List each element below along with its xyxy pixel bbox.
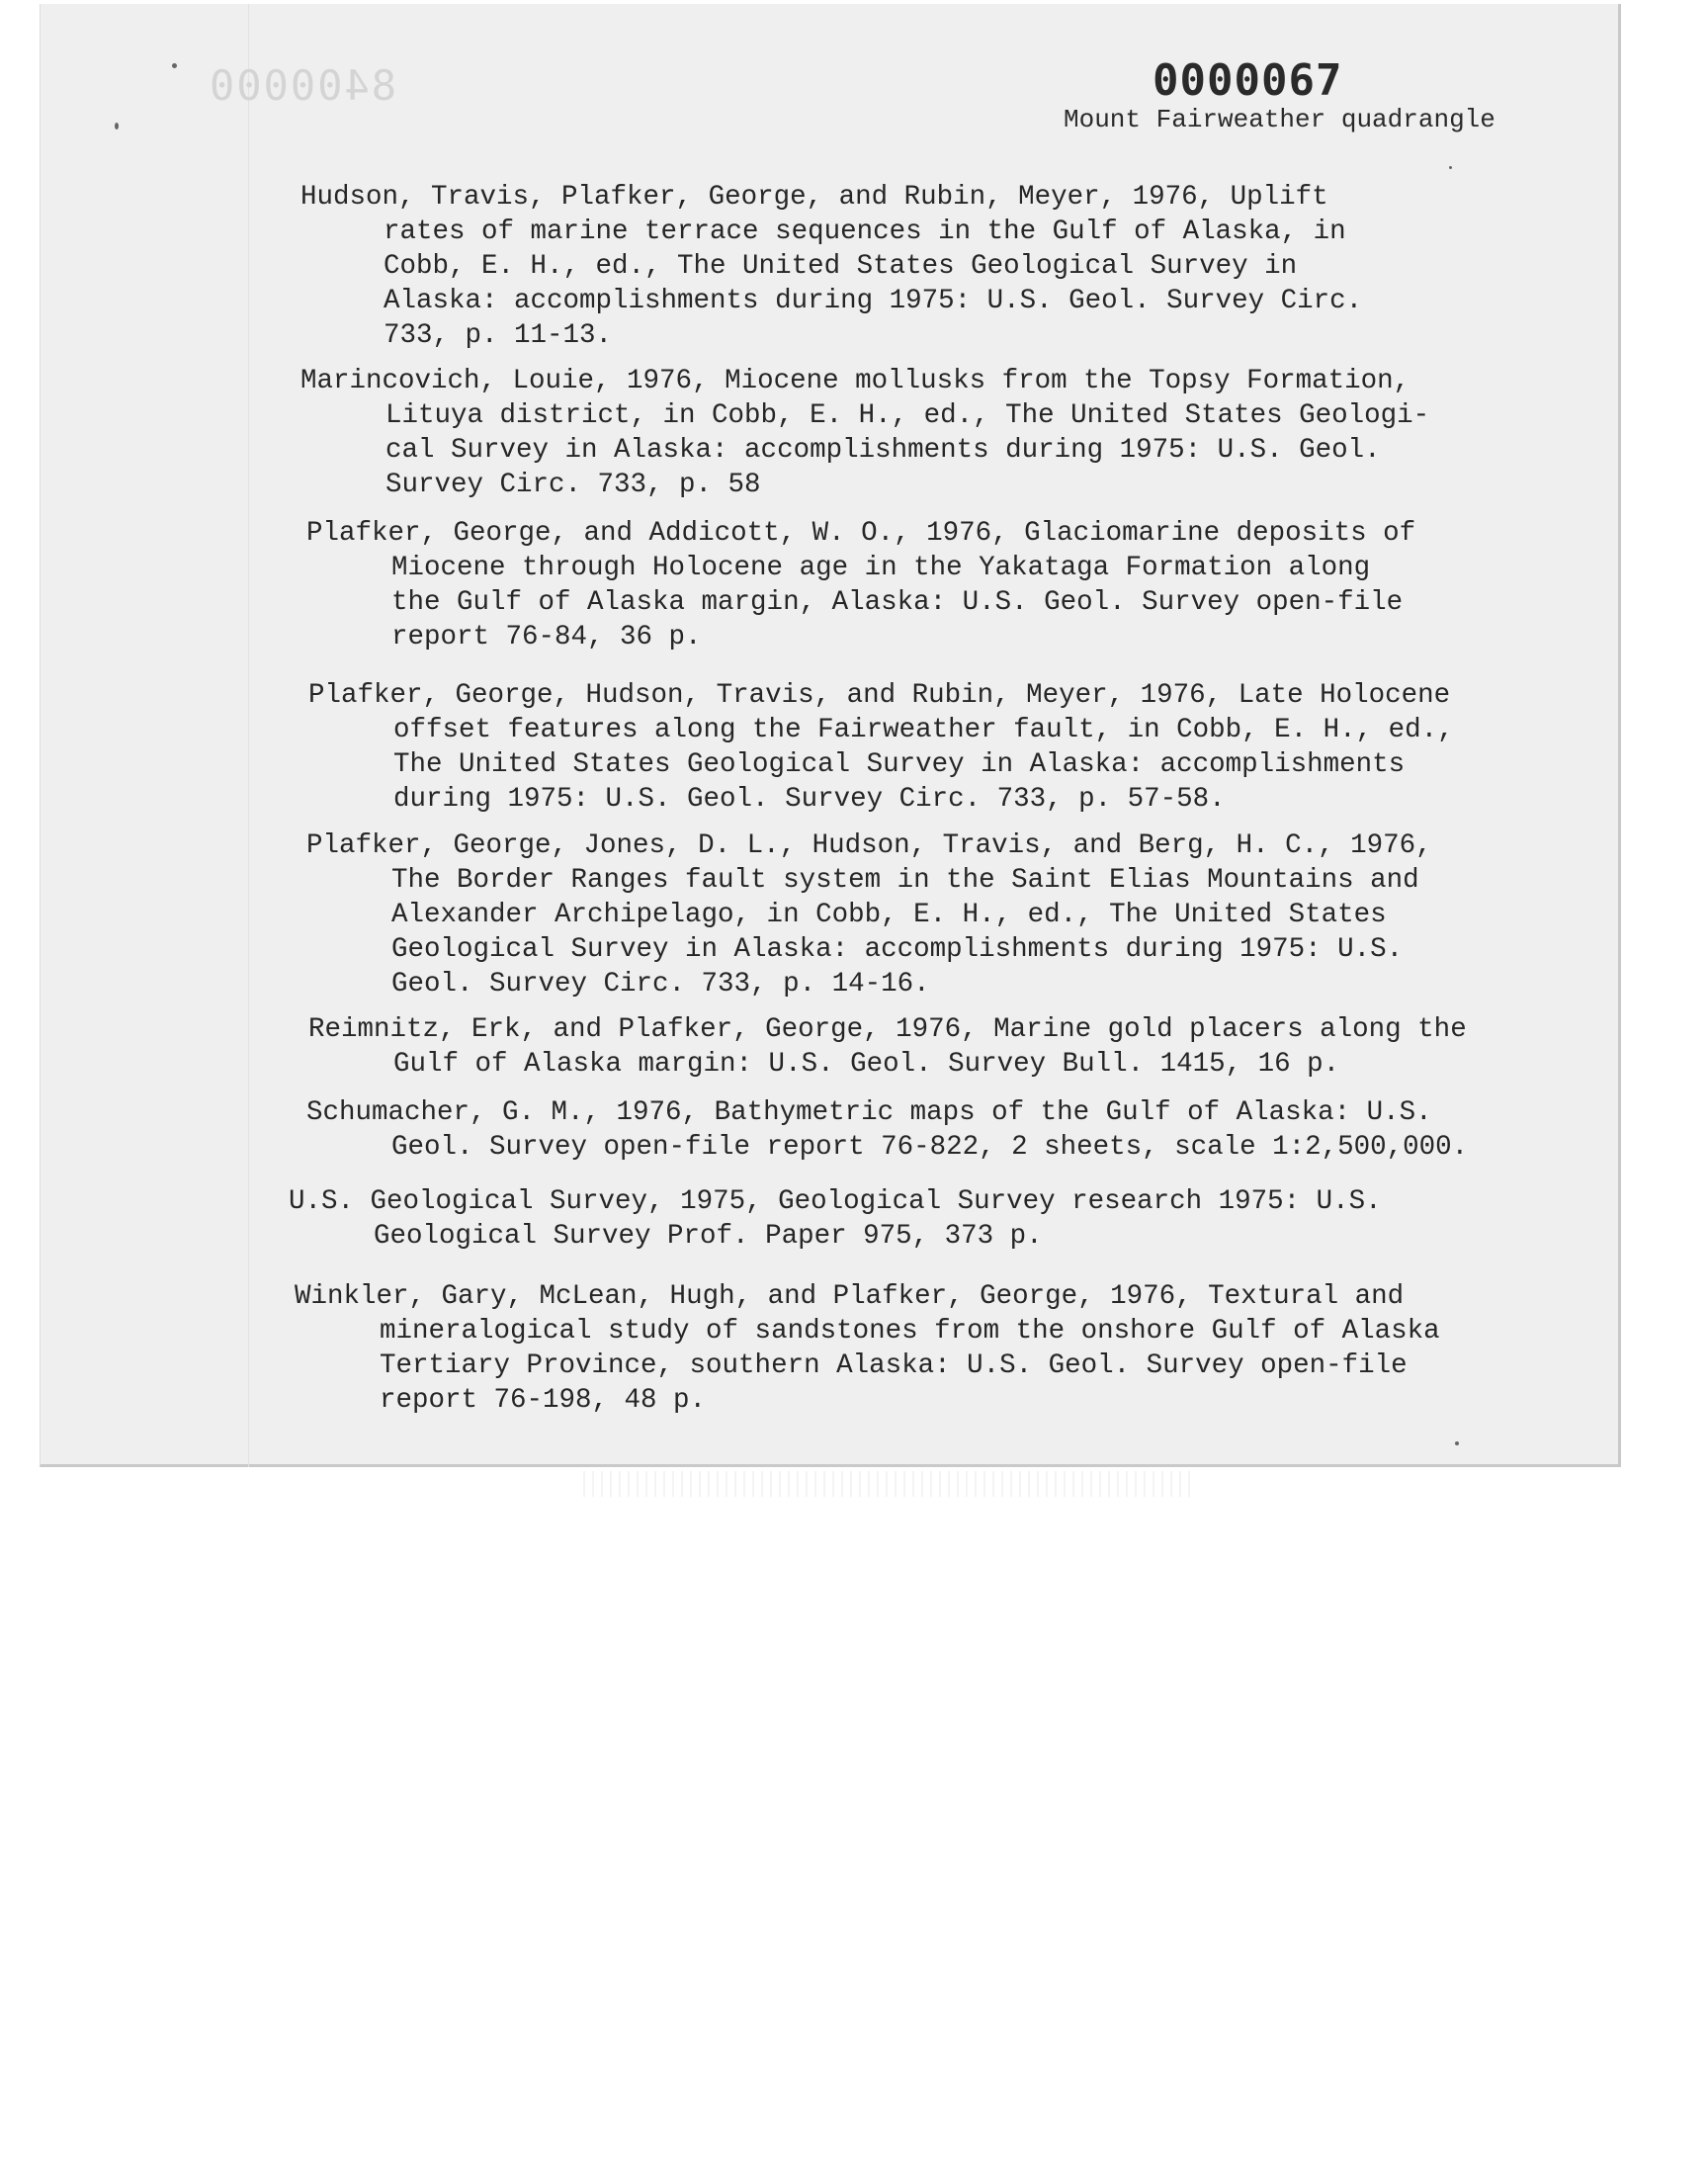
reference-line: Tertiary Province, southern Alaska: U.S. Geol. Survey open-file	[380, 1350, 1408, 1381]
reference-line: Miocene through Holocene age in the Yakataga Formation along	[391, 553, 1371, 583]
reference-first-line: Reimnitz, Erk, and Plafker, George, 1976, Marine gold placers along the	[308, 1014, 1467, 1045]
reference-first-line: Plafker, George, Jones, D. L., Hudson, Travis, and Berg, H. C., 1976,	[306, 830, 1432, 861]
reference-entry	[306, 516, 1415, 654]
reference-line: Geol. Survey open-file report 76-822, 2 sheets, scale 1:2,500,000.	[391, 1132, 1469, 1163]
reference-line: report 76-198, 48 p.	[380, 1385, 707, 1416]
reference-first-line: Hudson, Travis, Plafker, George, and Rubin, Meyer, 1976, Uplift	[300, 182, 1328, 213]
document-number: 0000067	[1153, 55, 1343, 106]
reference-entry	[300, 364, 1429, 502]
scan-speck	[1455, 1441, 1459, 1445]
reference-line: The United States Geological Survey in Alaska: accomplishments	[393, 749, 1406, 780]
reference-line: cal Survey in Alaska: accomplishments during 1975: U.S. Geol.	[385, 435, 1381, 466]
reference-line: the Gulf of Alaska margin, Alaska: U.S. Geol. Survey open-file	[391, 587, 1404, 618]
reference-line: mineralogical study of sandstones from the onshore Gulf of Alaska	[380, 1316, 1440, 1347]
reference-entry	[308, 1012, 1467, 1082]
reference-entry	[306, 828, 1432, 1001]
scan-speck	[172, 63, 177, 68]
reference-entry	[308, 678, 1454, 817]
reference-first-line: Plafker, George, Hudson, Travis, and Rubin, Meyer, 1976, Late Holocene	[308, 680, 1451, 711]
card-fold-line	[248, 4, 249, 1467]
reference-line: 733, p. 11-13.	[384, 320, 613, 351]
reference-line: Alaska: accomplishments during 1975: U.S. Geol. Survey Circ.	[384, 286, 1363, 316]
reference-first-line: Marincovich, Louie, 1976, Miocene mollusks from the Topsy Formation,	[300, 366, 1410, 396]
reference-line: Gulf of Alaska margin: U.S. Geol. Survey Bull. 1415, 16 p.	[393, 1049, 1340, 1080]
reference-entry	[300, 180, 1362, 353]
reference-line: during 1975: U.S. Geol. Survey Circ. 733, p. 57-58.	[393, 784, 1226, 815]
reference-line: Cobb, E. H., ed., The United States Geological Survey in	[384, 251, 1298, 282]
scan-speck	[115, 123, 119, 130]
reference-first-line: U.S. Geological Survey, 1975, Geological Survey research 1975: U.S.	[289, 1186, 1382, 1217]
reference-entry	[289, 1184, 1382, 1254]
reference-first-line: Winkler, Gary, McLean, Hugh, and Plafker, George, 1976, Textural and	[295, 1281, 1405, 1312]
reference-first-line: Schumacher, G. M., 1976, Bathymetric maps of the Gulf of Alaska: U.S.	[306, 1097, 1432, 1128]
reference-line: Geol. Survey Circ. 733, p. 14-16.	[391, 969, 930, 1000]
reference-entry	[295, 1279, 1440, 1418]
reference-line: Survey Circ. 733, p. 58	[385, 470, 761, 500]
reference-line: rates of marine terrace sequences in the Gulf of Alaska, in	[384, 217, 1346, 247]
reference-line: Alexander Archipelago, in Cobb, E. H., ed., The United States	[391, 900, 1387, 930]
reference-line: offset features along the Fairweather fault, in Cobb, E. H., ed.,	[393, 715, 1454, 745]
scan-speck	[1449, 166, 1452, 169]
reference-first-line: Plafker, George, and Addicott, W. O., 1976, Glaciomarine deposits of	[306, 518, 1416, 549]
bleed-through-number: 8400000	[208, 61, 397, 110]
scan-edge-strip	[583, 1471, 1196, 1497]
reference-entry	[306, 1095, 1468, 1165]
reference-line: Geological Survey in Alaska: accomplishments during 1975: U.S.	[391, 934, 1404, 965]
reference-line: The Border Ranges fault system in the Saint Elias Mountains and	[391, 865, 1419, 896]
quadrangle-title: Mount Fairweather quadrangle	[1064, 105, 1495, 134]
reference-line: Geological Survey Prof. Paper 975, 373 p.	[374, 1221, 1043, 1252]
reference-line: Lituya district, in Cobb, E. H., ed., The United States Geologi-	[385, 400, 1430, 431]
reference-line: report 76-84, 36 p.	[391, 622, 702, 652]
